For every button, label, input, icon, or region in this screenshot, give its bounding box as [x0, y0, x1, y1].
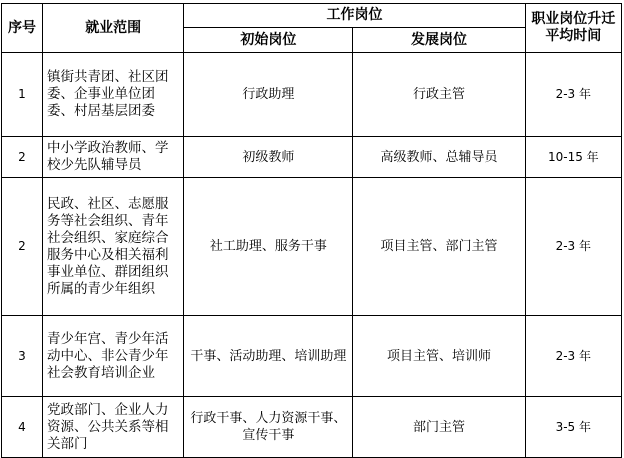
row-initial-position: 社工助理、服务干事 [184, 178, 353, 316]
row-promotion-time: 2-3 年 [525, 178, 621, 316]
row-initial-position: 干事、活动助理、培训助理 [184, 316, 353, 397]
row-promotion-time: 10-15 年 [525, 137, 621, 178]
table-row [2, 178, 622, 316]
header-promotion-time: 职业岗位升迁平均时间 [525, 4, 621, 53]
row-index: 4 [2, 397, 43, 458]
row-promotion-time: 3-5 年 [525, 397, 621, 458]
row-scope: 青少年宫、青少年活动中心、非公青少年社会教育培训企业 [42, 316, 183, 397]
row-development-position: 部门主管 [353, 397, 525, 458]
row-promotion-time: 2-3 年 [525, 53, 621, 137]
table-row [2, 397, 622, 458]
header-positions: 工作岗位 [184, 4, 525, 28]
employment-table [1, 3, 622, 458]
row-development-position: 高级教师、总辅导员 [353, 137, 525, 178]
row-initial-position: 行政助理 [184, 53, 353, 137]
row-development-position: 行政主管 [353, 53, 525, 137]
table-row [2, 53, 622, 137]
table-row [2, 316, 622, 397]
row-initial-position: 行政干事、人力资源干事、宣传干事 [184, 397, 353, 458]
row-development-position: 项目主管、部门主管 [353, 178, 525, 316]
row-promotion-time: 2-3 年 [525, 316, 621, 397]
row-scope: 镇街共青团、社区团委、企事业单位团委、村居基层团委 [42, 53, 183, 137]
row-initial-position: 初级教师 [184, 137, 353, 178]
row-development-position: 项目主管、培训师 [353, 316, 525, 397]
header-index: 序号 [2, 4, 43, 53]
row-scope: 党政部门、企业人力资源、公共关系等相关部门 [42, 397, 183, 458]
row-scope: 民政、社区、志愿服务等社会组织、青年社会组织、家庭综合服务中心及相关福利事业单位、群团组织所属的青少年组织 [42, 178, 183, 316]
header-scope: 就业范围 [42, 4, 183, 53]
header-initial: 初始岗位 [184, 28, 353, 53]
table-row [2, 137, 622, 178]
row-index: 1 [2, 53, 43, 137]
header-development: 发展岗位 [353, 28, 525, 53]
row-index: 2 [2, 178, 43, 316]
row-scope: 中小学政治教师、学校少先队辅导员 [42, 137, 183, 178]
row-index: 3 [2, 316, 43, 397]
row-index: 2 [2, 137, 43, 178]
